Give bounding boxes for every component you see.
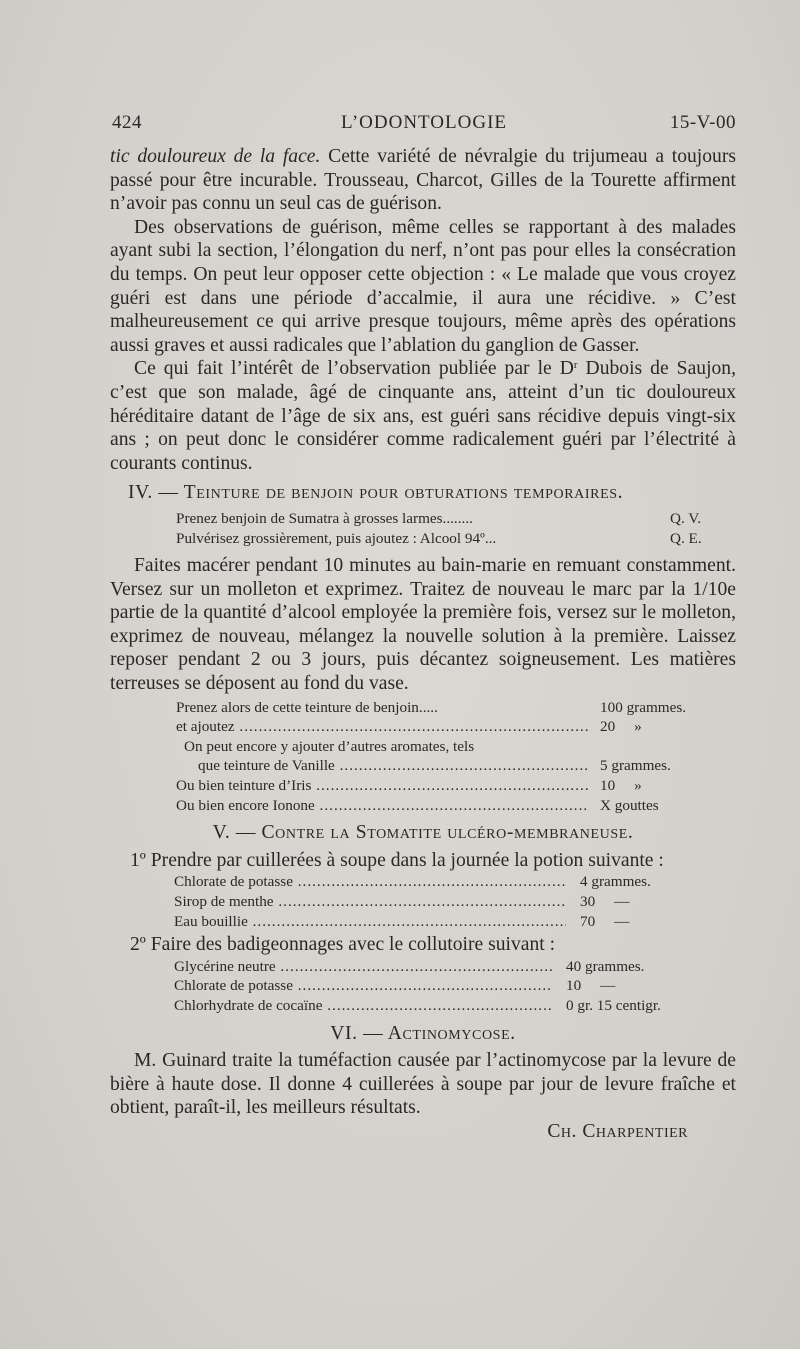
section-v-heading: V. — Contre la Stomatite ulcéro-membraneuse.	[212, 822, 634, 844]
ingredient-quantity: 5 grammes.	[600, 757, 671, 775]
ingredient-quantity: 70 —	[580, 912, 630, 930]
recipe-line	[174, 957, 710, 977]
recipe-line	[174, 892, 702, 912]
recipe-line	[176, 776, 740, 796]
issue-date: 15-V-00	[669, 112, 736, 133]
italic-phrase: tic douloureux de la face.	[110, 146, 321, 167]
page-header	[112, 112, 736, 136]
paragraph-2: Des observations de guérison, même celles se rapportant à des malades ayant subi la section, l’élongation du nerf, n’ont pas pour elles la consécration du temps. On peut leur opposer cette objection : « Le malade que vous croyez guéri est dans une période d’accalmie, il aura une récidive. » C’est malheureusement ce qui arrive presque toujours, même après des opérations aussi graves et aussi radicales que l’ablation du ganglion de Gasser.	[110, 216, 736, 356]
ingredient-quantity: Q. E.	[670, 529, 702, 547]
section-vi-heading: VI. — Actinomycose.	[330, 1022, 516, 1044]
ingredient-quantity: 10 —	[566, 977, 616, 995]
section-iv-paragraph: Faites macérer pendant 10 minutes au bain-marie en remuant constamment. Versez sur un molleton et exprimez. Traitez de nouveau le marc par la 1/10e partie de la quantité d’alcool employée la première fois, versez sur le molleton, exprimez de nouveau, mélangez la nouvelle solution à la première. Laissez reposer pendant 2 ou 3 jours, puis décantez soigneusement. Les matières terreuses se déposent au fond du vase.	[110, 555, 736, 695]
ingredient-label: Eau bouillie .....	[174, 912, 566, 932]
recipe-potion	[110, 872, 736, 931]
paragraph-3-text-a: Ce qui fait l’intérêt de l’observation publiée par le D	[134, 358, 574, 380]
recipe-line	[176, 737, 748, 757]
ingredient-label: Prenez benjoin de Sumatra à grosses larmes........	[176, 509, 473, 527]
recipe-line	[174, 996, 710, 1016]
paragraph-3	[110, 357, 736, 475]
section-v-item-1: 1º Prendre par cuillerées à soupe dans la journée la potion suivante :	[130, 849, 664, 871]
ingredient-quantity: 100 grammes.	[600, 698, 687, 716]
ingredient-quantity: Q. V.	[670, 509, 702, 527]
ingredient-quantity: 0 gr. 15 centigr.	[566, 996, 661, 1014]
recipe-collutoire	[110, 957, 736, 1016]
recipe-line	[176, 529, 740, 549]
ingredient-label: On peut encore y ajouter d’autres aromates, tels	[184, 737, 475, 755]
paragraph-1-text: Cette variété de névralgie du trijumeau a toujours passé pour être incurable. Trousseau, Charcot, Gilles de la Tourette affirment n’avoir pas connu un seul cas de guérison.	[110, 146, 736, 215]
section-vi-paragraph: M. Guinard traite la tuméfaction causée par l’actinomycose par la levure de bière à haute dose. Il donne 4 cuillerées à soupe par jour de levure fraîche et obtient, paraît-il, les meilleurs résultats.	[110, 1050, 736, 1119]
ingredient-label: Ou bien encore Ionone .....	[176, 796, 588, 816]
ingredient-label: Sirop de menthe .....	[174, 892, 566, 912]
page-number: 424	[112, 112, 142, 133]
recipe-line	[174, 976, 710, 996]
ingredient-label: Chlorate de potasse .....	[174, 976, 552, 996]
ingredient-label: et ajoutez .....	[176, 717, 588, 737]
recipe-benjoin	[110, 509, 736, 548]
ingredient-quantity: 30 —	[580, 893, 630, 910]
recipe-line	[174, 912, 702, 932]
paragraph-3-text-b: Dubois de Saujon, c’est que son malade, âgé de cinquante ans, atteint d’un tic douloureux héréditaire datant de l’âge de six ans, est guéri sans récidive depuis vingt-six ans ; on peut donc le considérer comme radicalement guéri par l’électrité à courants continus.	[110, 358, 737, 474]
ingredient-label: que teinture de Vanille .....	[176, 756, 588, 776]
ingredient-label: Prenez alors de cette teinture de benjoin.....	[176, 698, 438, 716]
ingredient-quantity: X gouttes	[600, 796, 659, 814]
ingredient-quantity: 40 grammes.	[566, 957, 645, 975]
recipe-line	[176, 796, 740, 816]
recipe-line	[174, 872, 702, 892]
ingredient-quantity: 4 grammes.	[580, 873, 651, 891]
ingredient-label: Pulvérisez grossièrement, puis ajoutez : Alcool 94º...	[176, 529, 497, 547]
recipe-line	[176, 756, 740, 776]
recipe-teinture	[110, 698, 736, 816]
ingredient-label: Ou bien teinture d’Iris .....	[176, 776, 588, 796]
ingredient-label: Glycérine neutre .....	[174, 957, 552, 977]
page-body	[110, 145, 736, 1144]
ingredient-quantity: 10 »	[600, 777, 642, 795]
recipe-line	[176, 717, 740, 737]
superscript: r	[573, 359, 578, 372]
author-signature: Ch. Charpentier	[547, 1120, 688, 1142]
journal-title: L’ODONTOLOGIE	[340, 112, 508, 133]
paragraph-1	[110, 145, 736, 216]
ingredient-quantity: 20 »	[600, 718, 642, 736]
section-iv-heading: IV. — Teinture de benjoin pour obturations temporaires.	[128, 482, 624, 504]
recipe-line	[176, 698, 740, 718]
ingredient-label: Chlorhydrate de cocaïne .....	[174, 996, 552, 1016]
ingredient-label: Chlorate de potasse .....	[174, 872, 566, 892]
recipe-line	[176, 509, 740, 529]
section-v-item-2: 2º Faire des badigeonnages avec le collutoire suivant :	[130, 934, 556, 956]
